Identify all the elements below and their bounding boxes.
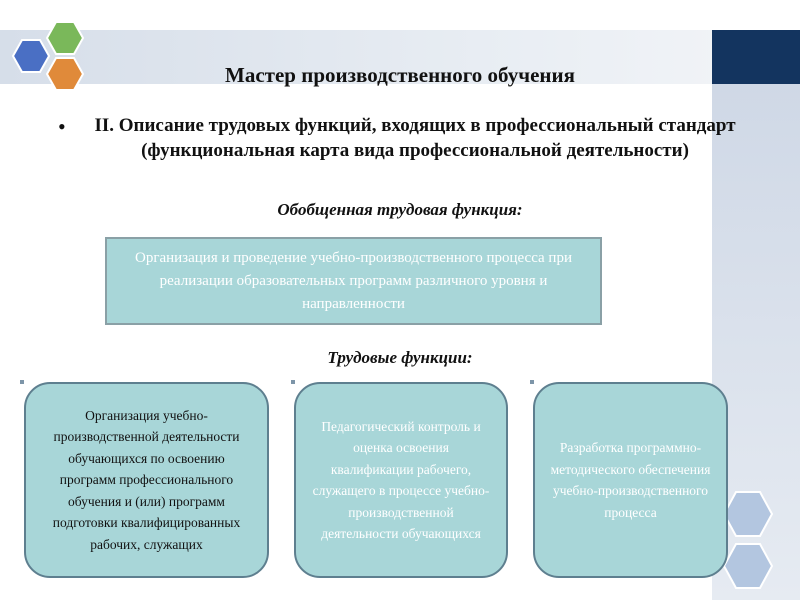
- hexagon-decor-bottom: [722, 488, 778, 600]
- bullet-marker: •: [58, 114, 66, 139]
- labor-functions-heading: Трудовые функции:: [327, 348, 473, 367]
- general-function-text: Организация и проведение учебно-производственного процесса при реализации образовательных программ различного уровня и направленности: [134, 249, 572, 312]
- labor-function-text: Разработка программно-методического обеспечения учебно-производственного процесса: [550, 440, 711, 520]
- hexagon-light-icon: [724, 492, 772, 536]
- labor-function-card: [533, 382, 728, 578]
- general-function-box: [105, 237, 602, 325]
- labor-function-text: Педагогический контроль и оценка освоения квалификации рабочего, служащего в процессе учебно-производственной деятельности обучающихся: [312, 418, 490, 541]
- hexagon-light-icon: [724, 544, 772, 588]
- connector-dot: [530, 380, 534, 384]
- connector-dot: [291, 380, 295, 384]
- connector-dot: [20, 380, 24, 384]
- slide-subtitle: II. Описание трудовых функций, входящих в профессиональный стандарт (функциональная карта вида профессиональной деятельности): [94, 115, 736, 161]
- labor-function-card: [24, 382, 269, 578]
- labor-function-card: [294, 382, 508, 578]
- general-function-heading: Обобщенная трудовая функция:: [277, 200, 523, 219]
- slide-title: Мастер производственного обучения: [225, 63, 575, 87]
- hexagon-green-icon: [47, 22, 83, 54]
- labor-function-text: Организация учебно-производственной деятельности обучающихся по освоению программ профессионального обучения и (или) программ подготовки квалифицированных рабочих, служащих: [52, 407, 241, 552]
